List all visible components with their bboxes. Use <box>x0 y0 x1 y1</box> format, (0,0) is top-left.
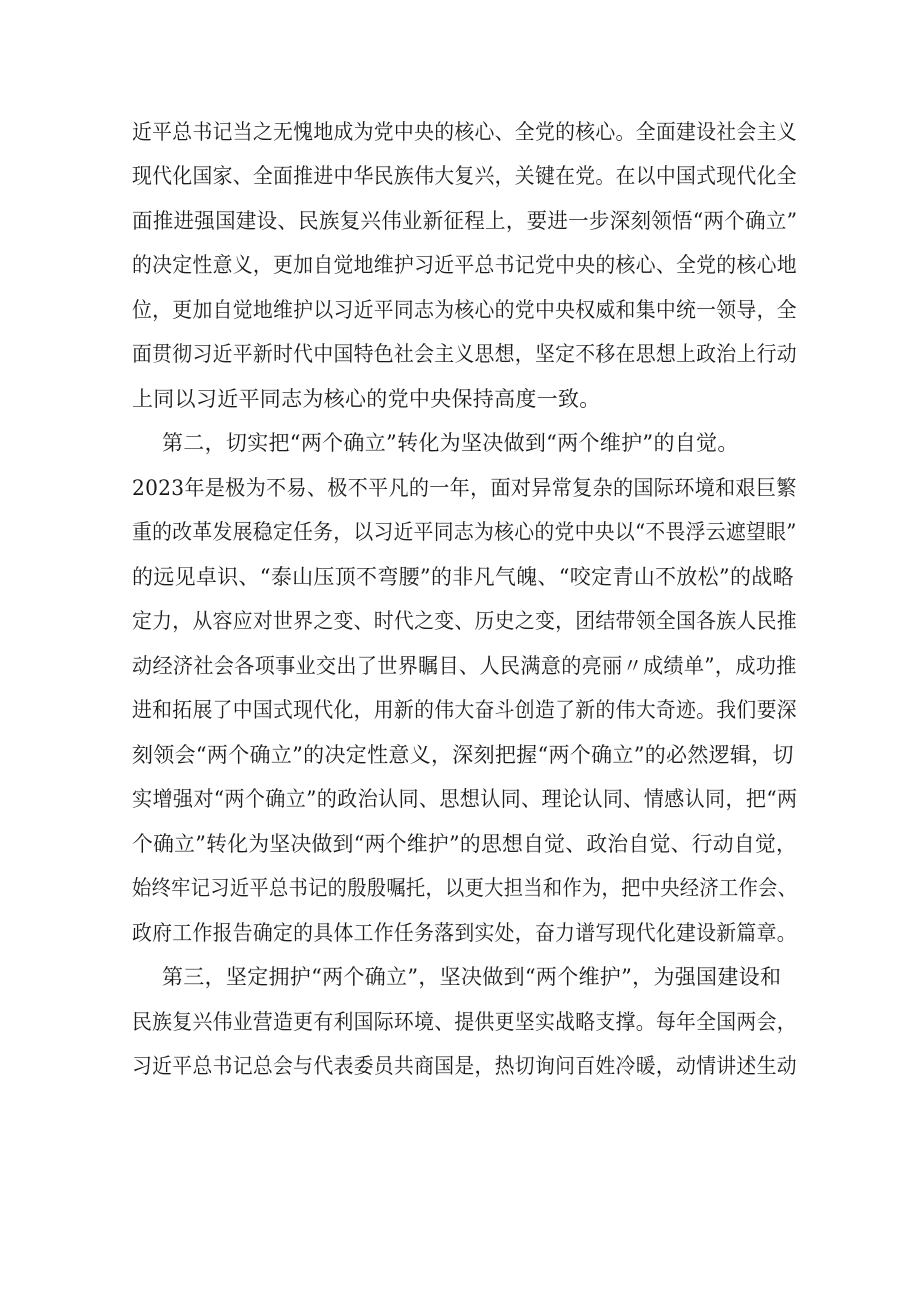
paragraph-heading-line: 第三，坚定拥护“两个确立”，坚决做到“两个维护”，为强国建设和 <box>162 965 782 989</box>
text-line: 个确立”转化为坚决做到“两个维护”的思想自觉、政治自觉、行动自觉， <box>132 832 798 856</box>
paragraph-heading-line: 第二，切实把“两个确立”转化为坚决做到“两个维护”的自觉。 <box>162 431 739 455</box>
text-line: 定力，从容应对世界之变、时代之变、历史之变，团结带领全国各族人民推 <box>132 609 797 633</box>
text-line: 政府工作报告确定的具体工作任务落到实处，奋力谱写现代化建设新篇章。 <box>132 921 797 945</box>
text-line: 进和拓展了中国式现代化，用新的伟大奋斗创造了新的伟大奇迹。我们要深 <box>132 698 797 722</box>
text-line: 近平总书记当之无愧地成为党中央的核心、全党的核心。全面建设社会主义 <box>132 120 797 144</box>
text-line: 习近平总书记总会与代表委员共商国是，热切询问百姓冷暖，动情讲述生动 <box>132 1054 797 1078</box>
text-line: 现代化国家、全面推进中华民族伟大复兴，关键在党。在以中国式现代化全 <box>132 164 797 188</box>
text-line: 面推进强国建设、民族复兴伟业新征程上，要进一步深刻领悟“两个确立” <box>132 209 798 233</box>
text-line: 动经济社会各项事业交出了世界瞩目、人民满意的亮丽〃成绩单”，成功推 <box>132 654 797 678</box>
text-line: 面贯彻习近平新时代中国特色社会主义思想，坚定不移在思想上政治上行动 <box>132 342 797 366</box>
text-line: 位，更加自觉地维护以习近平同志为核心的党中央权威和集中统一领导，全 <box>132 298 797 322</box>
text-line: 2023年是极为不易、极不平凡的一年，面对异常复杂的国际环境和艰巨繁 <box>132 476 797 500</box>
text-line: 实增强对“两个确立”的政治认同、思想认同、理论认同、情感认同，把“两 <box>132 787 798 811</box>
text-line: 上同以习近平同志为核心的党中央保持高度一致。 <box>132 387 601 411</box>
text-line: 民族复兴伟业营造更有利国际环境、提供更坚实战略支撑。每年全国两会， <box>132 1010 797 1034</box>
text-line: 始终牢记习近平总书记的殷殷嘱托，以更大担当和作为，把中央经济工作会、 <box>132 876 798 900</box>
text-line: 的远见卓识、“泰山压顶不弯腰”的非凡气魄、“咬定青山不放松”的战略 <box>132 565 794 589</box>
text-line: 刻领会“两个确立”的决定性意义，深刻把握“两个确立”的必然逻辑，切 <box>132 743 794 767</box>
text-line: 重的改革发展稳定任务，以习近平同志为核心的党中央以“不畏浮云遮望眼” <box>132 520 797 544</box>
text-line: 的决定性意义，更加自觉地维护习近平总书记党中央的核心、全党的核心地 <box>132 253 797 277</box>
